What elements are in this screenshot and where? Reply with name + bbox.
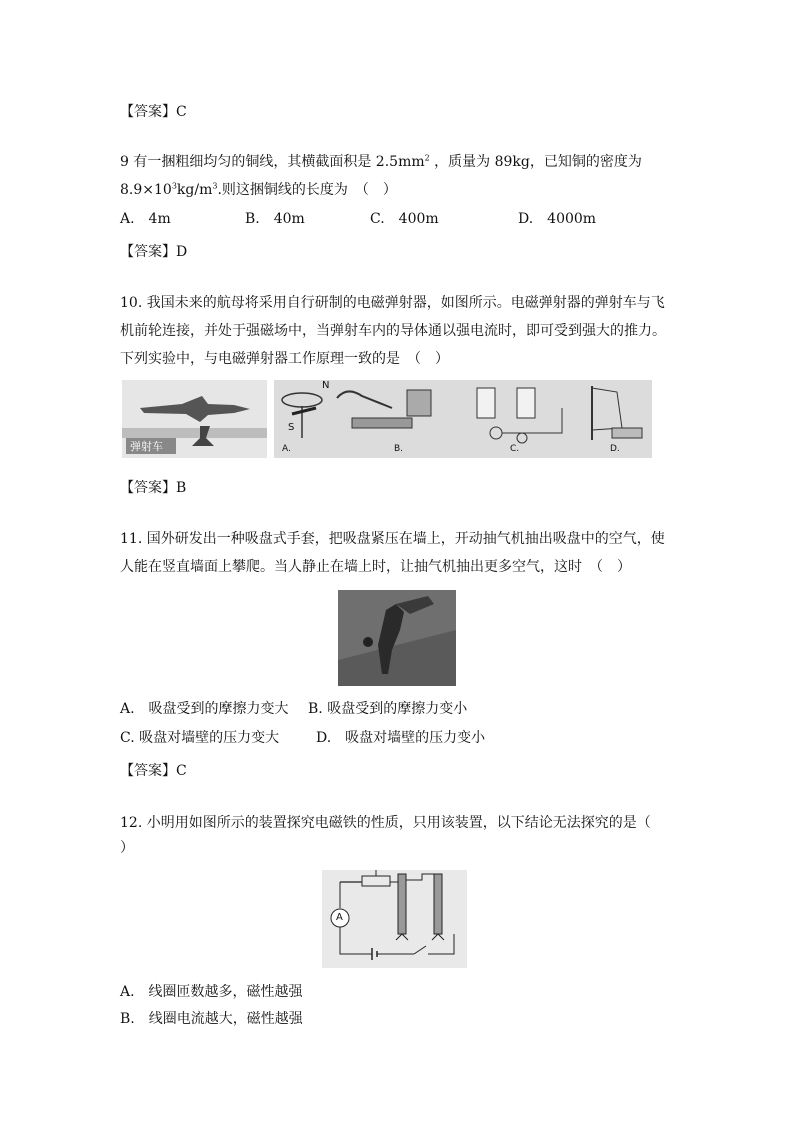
b-battery-icon — [407, 390, 431, 416]
q10-caption: 弹射车 — [130, 440, 163, 453]
answer-q10: 【答案】B — [120, 480, 187, 496]
q10-label-b: B. — [394, 444, 404, 454]
q10-figure — [122, 378, 652, 460]
q10-pole-s: S — [288, 422, 295, 433]
q11-photo-svg — [338, 590, 456, 686]
coil-1-icon — [398, 874, 406, 934]
q9-text-b: ，质量为 89kg，已知铜的密度为 — [429, 154, 642, 170]
q12-line1: 12. 小明用如图所示的装置探究电磁铁的性质，只用该装置，以下结论无法探究的是（ — [120, 815, 651, 831]
deck-track — [122, 428, 267, 438]
q9-option-a: A. 4m — [120, 211, 171, 227]
q9-text-d: kg/m — [176, 182, 213, 198]
q10-label-c: C. — [510, 444, 520, 454]
experiments-panel — [274, 380, 652, 458]
q10-figure-svg — [122, 378, 652, 460]
q11-line2: 人能在竖直墙面上攀爬。当人静止在墙上时，让抽气机抽出更多空气，这时 （ ） — [120, 559, 631, 575]
c-magnet-n — [477, 388, 495, 418]
q9-option-d: D. 4000m — [518, 211, 597, 227]
q11-option-c: C. 吸盘对墙壁的压力变大 — [120, 730, 280, 746]
q9-option-b: B. 40m — [245, 211, 305, 227]
q9-text-a: 9 有一捆粗细均匀的铜线，其横截面积是 2.5mm — [120, 154, 425, 170]
answer-q8: 【答案】C — [120, 104, 187, 120]
suction-cup-icon — [363, 637, 373, 647]
d-battery-icon — [612, 428, 642, 438]
answer-q11: 【答案】C — [120, 763, 187, 779]
q11-line1: 11. 国外研发出一种吸盘式手套，把吸盘紧压在墙上，开动抽气机抽出吸盘中的空气，使 — [120, 531, 665, 547]
q9-option-c: C. 400m — [370, 211, 439, 227]
q10-line2: 机前轮连接，并处于强磁场中，当弹射车内的导体通以强电流时，即可受到强大的推力。 — [120, 323, 666, 339]
q11-option-b: B. 吸盘受到的摩擦力变小 — [308, 701, 468, 717]
q9-line2 — [120, 180, 397, 200]
q9-text-c: 8.9×10 — [120, 182, 172, 198]
q10-label-a: A. — [282, 444, 291, 454]
q10-label-d: D. — [610, 444, 620, 454]
q9-sup-c: 3 — [212, 181, 218, 191]
q10-line1: 10. 我国未来的航母将采用自行研制的电磁弹射器，如图所示。电磁弹射器的弹射车与飞 — [120, 295, 665, 311]
q12-option-a: A. 线圈匝数越多，磁性越强 — [120, 984, 303, 1000]
answer-q9: 【答案】D — [120, 244, 188, 260]
q11-option-d: D. 吸盘对墙壁的压力变小 — [316, 730, 486, 746]
c-magnet-s — [517, 388, 535, 418]
q12-option-b: B. 线圈电流越大，磁性越强 — [120, 1011, 303, 1027]
coil-2-icon — [434, 874, 442, 934]
q11-photo — [338, 590, 456, 686]
q9-line1 — [120, 152, 642, 172]
q12-figure — [322, 870, 467, 968]
q9-sup-b: 3 — [171, 181, 177, 191]
ammeter-label: A — [336, 912, 343, 923]
q11-option-a: A. 吸盘受到的摩擦力变大 — [120, 701, 289, 717]
q12-figure-svg — [322, 870, 467, 968]
b-rails — [352, 418, 412, 428]
q12-line2: ） — [120, 840, 134, 856]
q9-sup-a: 2 — [424, 153, 430, 163]
q10-line3: 下列实验中，与电磁弹射器工作原理一致的是 （ ） — [120, 351, 449, 367]
q10-pole-n: N — [322, 380, 330, 391]
q9-text-e: .则这捆铜线的长度为 （ ） — [217, 182, 397, 198]
